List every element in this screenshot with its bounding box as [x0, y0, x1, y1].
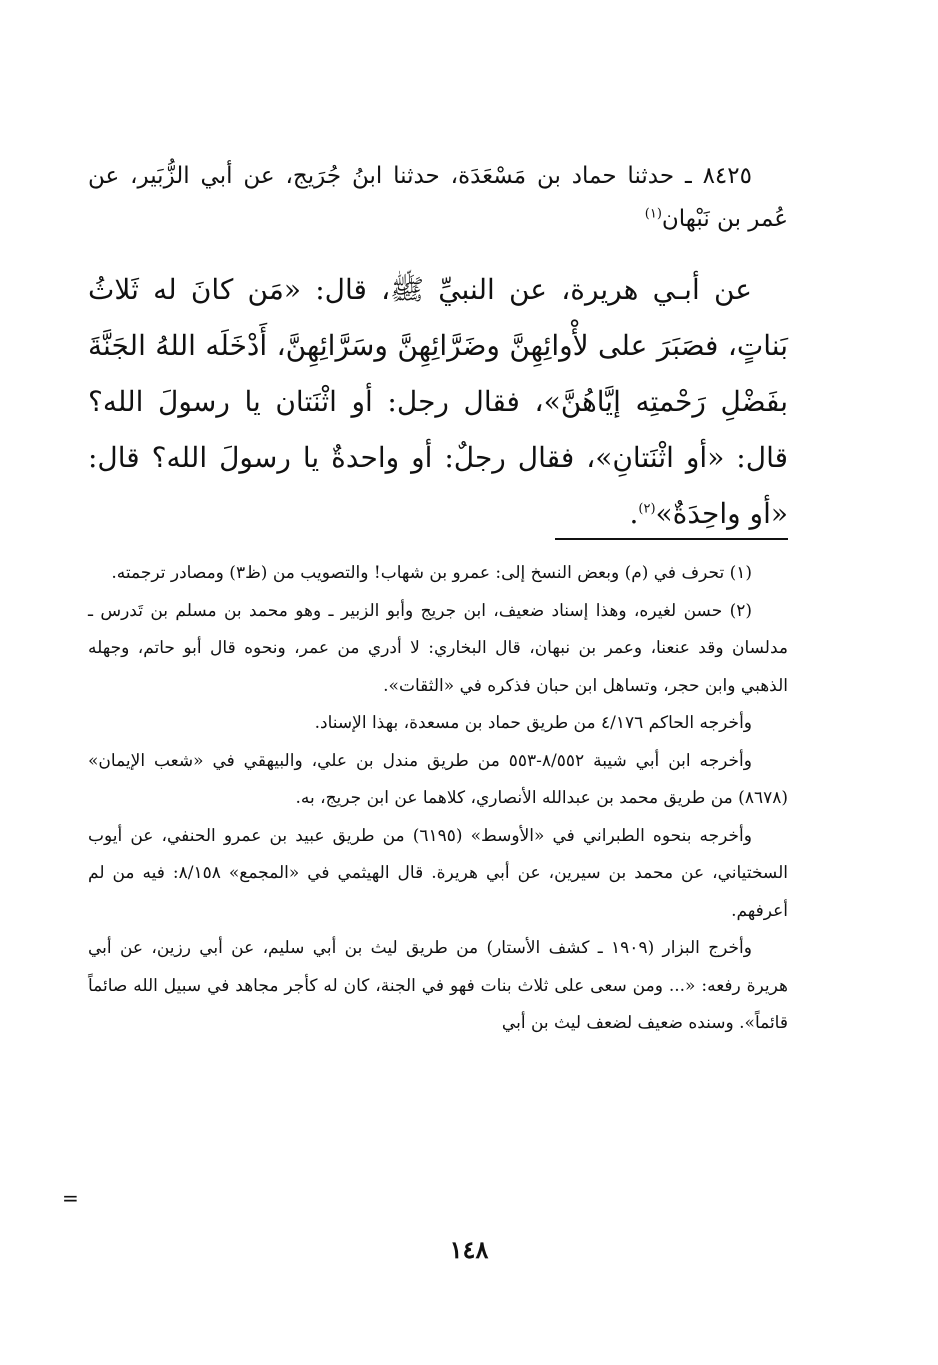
footnote-text: (٢) حسن لغيره، وهذا إسناد ضعيف، ابن جريج وأبو الزبير ـ وهو محمد بن مسلم بن تَدرس ـ مدلسان وقد عنعنا، وعمر بن نبهان، قال البخاري: لا أدري من عمر، ونحوه قال أبو حاتم، وجهله الذهبي وابن حجر، وتساهل ابن حبان فذكره في «الثقات». [88, 600, 788, 696]
continuation-mark: = [62, 1186, 79, 1210]
hadith-isnad [88, 155, 788, 241]
isnad-text: ٨٤٢٥ ـ حدثنا حماد بن مَسْعَدَة، حدثنا ابنُ جُرَيج، عن أبي الزُّبَير، عن عُمر بن نَبْهان [88, 163, 788, 232]
footnote-text: وأخرجه ابن أبي شيبة ٨/٥٥٢-٥٥٣ من طريق مندل بن علي، والبيهقي في «شعب الإيمان» (٨٦٧٨) من طريق محمد بن عبدالله الأنصاري، كلاهما عن ابن جريج، به. [88, 750, 788, 808]
footnote-ref-1: (١) [644, 206, 662, 222]
footnote-2-source [88, 930, 788, 1043]
footnote-text: وأخرجه بنحوه الطبراني في «الأوسط» (٦١٩٥) من طريق عبيد بن عمرو الحنفي، عن أيوب السختياني، عن محمد بن سيرين، عن أبي هريرة. قال الهيثمي في «المجمع» ٨/١٥٨: فيه من لم أعرفهم. [88, 825, 788, 921]
matn-text: عن أبـي هريرة، عن النبيِّ ﷺ، قال: «مَن كانَ له ثَلاثُ بَناتٍ، فصَبَرَ على لأْوائِهِنَّ وضَرَّائِهِنَّ وسَرَّائِهِنَّ، أَدْخَلَه اللهُ الجَنَّةَ بفَضْلِ رَحْمتِه إيَّاهُنَّ»، فقال رجل: أو اثْنَتان يا رسولَ الله؟ قال: «أو اثْنَتانِ»، فقال رجلٌ: أو واحدةٌ يا رسولَ الله؟ قال: «أو واحِدَةٌ» [88, 273, 788, 530]
footnote-text: وأخرج البزار (١٩٠٩ ـ كشف الأستار) من طريق ليث بن أبي سليم، عن أبي رزين، عن أبي هريرة رفعه: «... ومن سعى على ثلاث بنات فهو في الجنة، كان له كأجر مجاهد في سبيل الله صائماً قائماً». وسنده ضعيف لضعف ليث بن أبي [88, 938, 788, 1033]
footnote-2-source [88, 705, 788, 743]
footnote-text: (١) تحرف في (م) وبعض النسخ إلى: عمرو بن شهاب! والتصويب من (ظ٣) ومصادر ترجمته. [111, 563, 752, 583]
footnote-2-source [88, 743, 788, 818]
footnote-2 [88, 593, 788, 706]
footnote-ref-2: (٢) [638, 501, 656, 517]
footnote-1 [88, 555, 788, 593]
footnote-text: وأخرجه الحاكم ٤/١٧٦ من طريق حماد بن مسعدة، بهذا الإسناد. [314, 713, 752, 733]
matn-end: . [629, 497, 639, 530]
hadith-matn [88, 262, 788, 542]
footnote-separator [555, 538, 788, 540]
page-number: ١٤٨ [449, 1235, 489, 1264]
footnotes [88, 555, 788, 1043]
footnote-2-source [88, 818, 788, 931]
